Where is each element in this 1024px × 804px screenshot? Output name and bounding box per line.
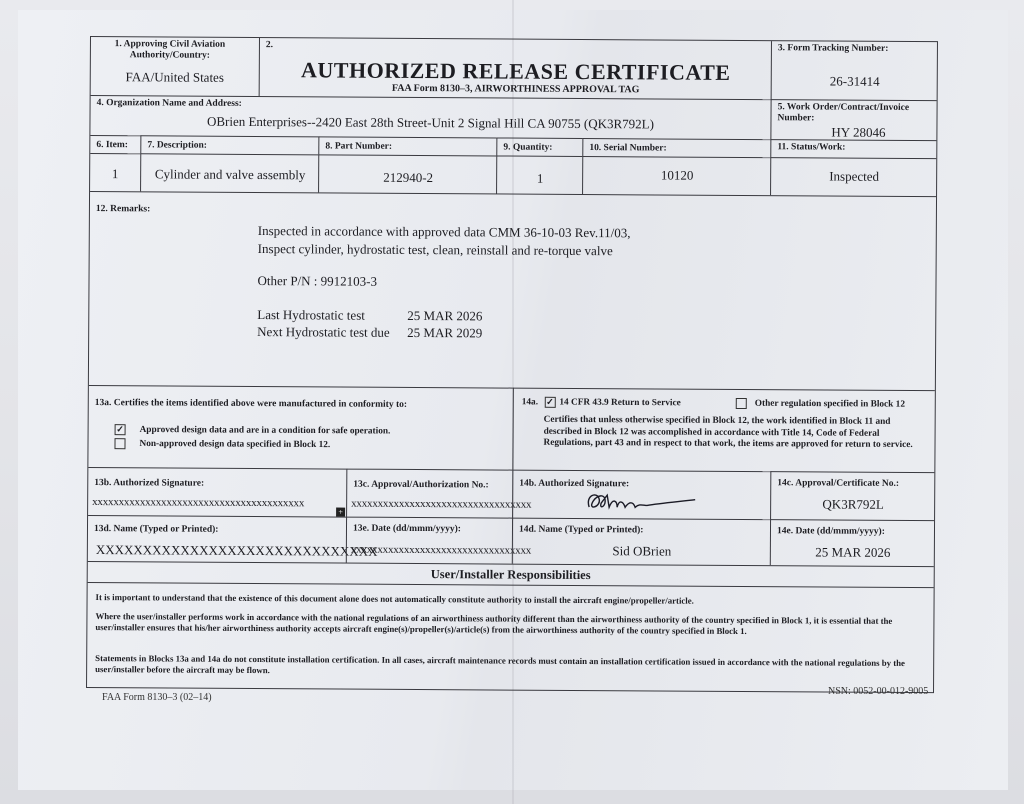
block-13a-option-1: [115, 424, 391, 438]
block-13c: [346, 469, 532, 518]
part-number-cell: [318, 154, 496, 193]
checkbox-other-regulation[interactable]: [736, 398, 747, 409]
block-5-label: 5. Work Order/Contract/Invoice Number:: [777, 102, 910, 124]
form-tracking-number: 26-31414: [829, 73, 880, 89]
last-hydro-label: Last Hydrostatic test: [257, 307, 365, 323]
block-13a-label: 13a. Certifies the items identified above were manufactured in conformity to:: [94, 398, 408, 410]
form-subtitle: FAA Form 8130–3, AIRWORTHINESS APPROVAL TAG: [391, 82, 640, 96]
checkbox-14cfr-43-9[interactable]: ✓: [546, 396, 554, 407]
responsibilities-paragraph-2: Where the user/installer performs work in accordance with the national regulations of an airworthiness authority different than the airworthiness authority of the country specified in Block 1, it is essential that the user/installer ensures that his/her airworthiness authority accepts aircraft engine(s)/propeller(s)/article(s) from the airworthiness authority of the country specified in Block 1.: [95, 611, 893, 637]
description-label: 7. Description:: [147, 140, 208, 151]
remarks-line-1: Inspected in accordance with approved data CMM 36-10-03 Rev.11/03,: [257, 223, 631, 241]
block-3-label: 3. Form Tracking Number:: [777, 43, 889, 54]
block-4: [90, 95, 770, 139]
block-14b: [512, 470, 770, 520]
block-14c: [770, 471, 934, 520]
block-14c-value: QK3R792L: [822, 496, 884, 512]
block-14e-value: 25 MAR 2026: [815, 544, 891, 560]
form-title: AUTHORIZED RELEASE CERTIFICATE: [300, 57, 731, 85]
serial-number-value: 10120: [660, 167, 694, 183]
part-number-header: [318, 136, 496, 155]
block-2-label: 2.: [265, 40, 274, 51]
block-13b-value: xxxxxxxxxxxxxxxxxxxxxxxxxxxxxxxxxxxxxxxx: [92, 496, 305, 510]
last-hydro-value: 25 MAR 2026: [407, 307, 483, 324]
block-14a-label: [522, 397, 681, 410]
work-order-value: HY 28046: [831, 124, 886, 140]
part-number-label: 8. Part Number:: [325, 141, 393, 152]
status-header: [770, 139, 936, 158]
item-header: [90, 135, 140, 153]
block-14d-label: 14d. Name (Typed or Printed):: [518, 524, 644, 536]
block-14a: [512, 388, 934, 473]
block-14a-number: 14a.: [521, 397, 539, 408]
responsibilities-paragraph-1: It is important to understand that the existence of this document alone does not automatically constitute authority to install the aircraft engine/propeller/article.: [95, 592, 694, 606]
expand-plus-icon[interactable]: +: [336, 508, 345, 517]
nsn-footer: NSN: 0052-00-012-9005: [828, 686, 929, 697]
remarks-line-3: Other P/N : 9912103-3: [257, 273, 378, 289]
part-number-value: 212940-2: [383, 169, 434, 186]
block-13b-label: 13b. Authorized Signature:: [94, 478, 205, 489]
quantity-cell: [496, 155, 582, 194]
block-13b: [88, 467, 346, 517]
description-value: Cylinder and valve assembly: [154, 166, 306, 183]
handwritten-signature: [583, 487, 703, 518]
block-14a-option-2-text: Other regulation specified in Block 12: [754, 398, 906, 410]
block-13e-label: 13e. Date (dd/mmm/yyyy):: [352, 523, 461, 535]
block-13a-option-2: [114, 438, 330, 451]
block-14d: [512, 518, 770, 566]
block-13a: [88, 385, 512, 470]
block-13e-value: xxxxxxxxxxxxxxxxxxxxxxxxxxxxxxxxxx: [350, 543, 532, 557]
block-14e-label: 14e. Date (dd/mmm/yyyy):: [776, 526, 885, 537]
approving-authority-value: FAA/United States: [125, 69, 224, 85]
block-14c-label: 14c. Approval/Certificate No.:: [777, 478, 900, 489]
responsibilities-paragraph-3: Statements in Blocks 13a and 14a do not constitute installation certification. In all cases, aircraft maintenance records must contain an installation certification issued in accordance with the national regulations by the user/installer before the aircraft may be flown.: [95, 653, 906, 676]
serial-number-header: [582, 138, 770, 157]
form-number-footer: FAA Form 8130–3 (02–14): [102, 692, 212, 703]
responsibilities-header: [88, 561, 934, 588]
next-hydro-value: 25 MAR 2029: [407, 324, 483, 341]
block-14d-value: Sid OBrien: [612, 543, 672, 559]
block-3: [771, 41, 937, 100]
description-cell: [140, 153, 318, 192]
checkbox-approved-design-data[interactable]: ✓: [116, 424, 124, 435]
next-hydro-label: Next Hydrostatic test due: [257, 324, 390, 340]
item-cell: [90, 153, 140, 191]
block-13d-value: XXXXXXXXXXXXXXXXXXXXXXXXXXXXXX: [95, 542, 378, 559]
block-13c-value: xxxxxxxxxxxxxxxxxxxxxxxxxxxxxxxxxx: [351, 497, 532, 511]
checkbox-non-approved-design-data[interactable]: [114, 438, 125, 449]
block-14b-label: 14b. Authorized Signature:: [519, 478, 630, 490]
responsibilities-title: User/Installer Responsibilities: [430, 567, 591, 583]
description-header: [140, 135, 318, 154]
item-label: 6. Item:: [96, 140, 129, 151]
block-13d-label: 13d. Name (Typed or Printed):: [93, 524, 219, 535]
block-1-label: 1. Approving Civil Aviation Authority/Country:: [114, 39, 226, 61]
serial-number-cell: [582, 156, 770, 195]
block-13c-label: 13c. Approval/Authorization No.:: [353, 479, 489, 491]
block-2: [259, 38, 771, 99]
status-cell: [770, 157, 936, 196]
block-5: [770, 99, 936, 140]
block-14e: [770, 519, 934, 566]
block-4-label: 4. Organization Name and Address:: [96, 98, 242, 109]
block-14a-option-2: [736, 398, 905, 411]
quantity-value: 1: [536, 170, 544, 186]
status-label: 11. Status/Work:: [777, 142, 846, 153]
block-1: [91, 37, 259, 96]
serial-number-label: 10. Serial Number:: [589, 143, 667, 154]
block-14a-option-1-text: 14 CFR 43.9 Return to Service: [559, 397, 681, 409]
organization-value: OBrien Enterprises--2420 East 28th Street-Unit 2 Signal Hill CA 90755 (QK3R792L): [206, 113, 655, 132]
block-13e: [346, 517, 532, 564]
authorized-release-certificate-form: [86, 36, 938, 693]
remarks-label: 12. Remarks:: [95, 204, 151, 215]
remarks-line-2: Inspect cylinder, hydrostatic test, clean, reinstall and re-torque valve: [257, 241, 613, 259]
quantity-label: 9. Quantity:: [503, 142, 553, 153]
block-14a-text: Certifies that unless otherwise specified in Block 12, the work identified in Block 11 and described in Block 12 was accomplished in accordance with Title 14, Code of Federal Regulations, part 43 and in respect to that work, the items are approved for return to service.: [543, 414, 913, 451]
item-value: 1: [111, 166, 119, 182]
block-13a-option-2-text: Non-approved design data specified in Block 12.: [139, 438, 331, 451]
block-13a-option-1-text: Approved design data and are in a condition for safe operation.: [139, 424, 391, 437]
block-13d: [88, 515, 378, 563]
quantity-header: [496, 137, 582, 156]
block-12-remarks: [89, 191, 936, 390]
status-value: Inspected: [829, 168, 880, 184]
